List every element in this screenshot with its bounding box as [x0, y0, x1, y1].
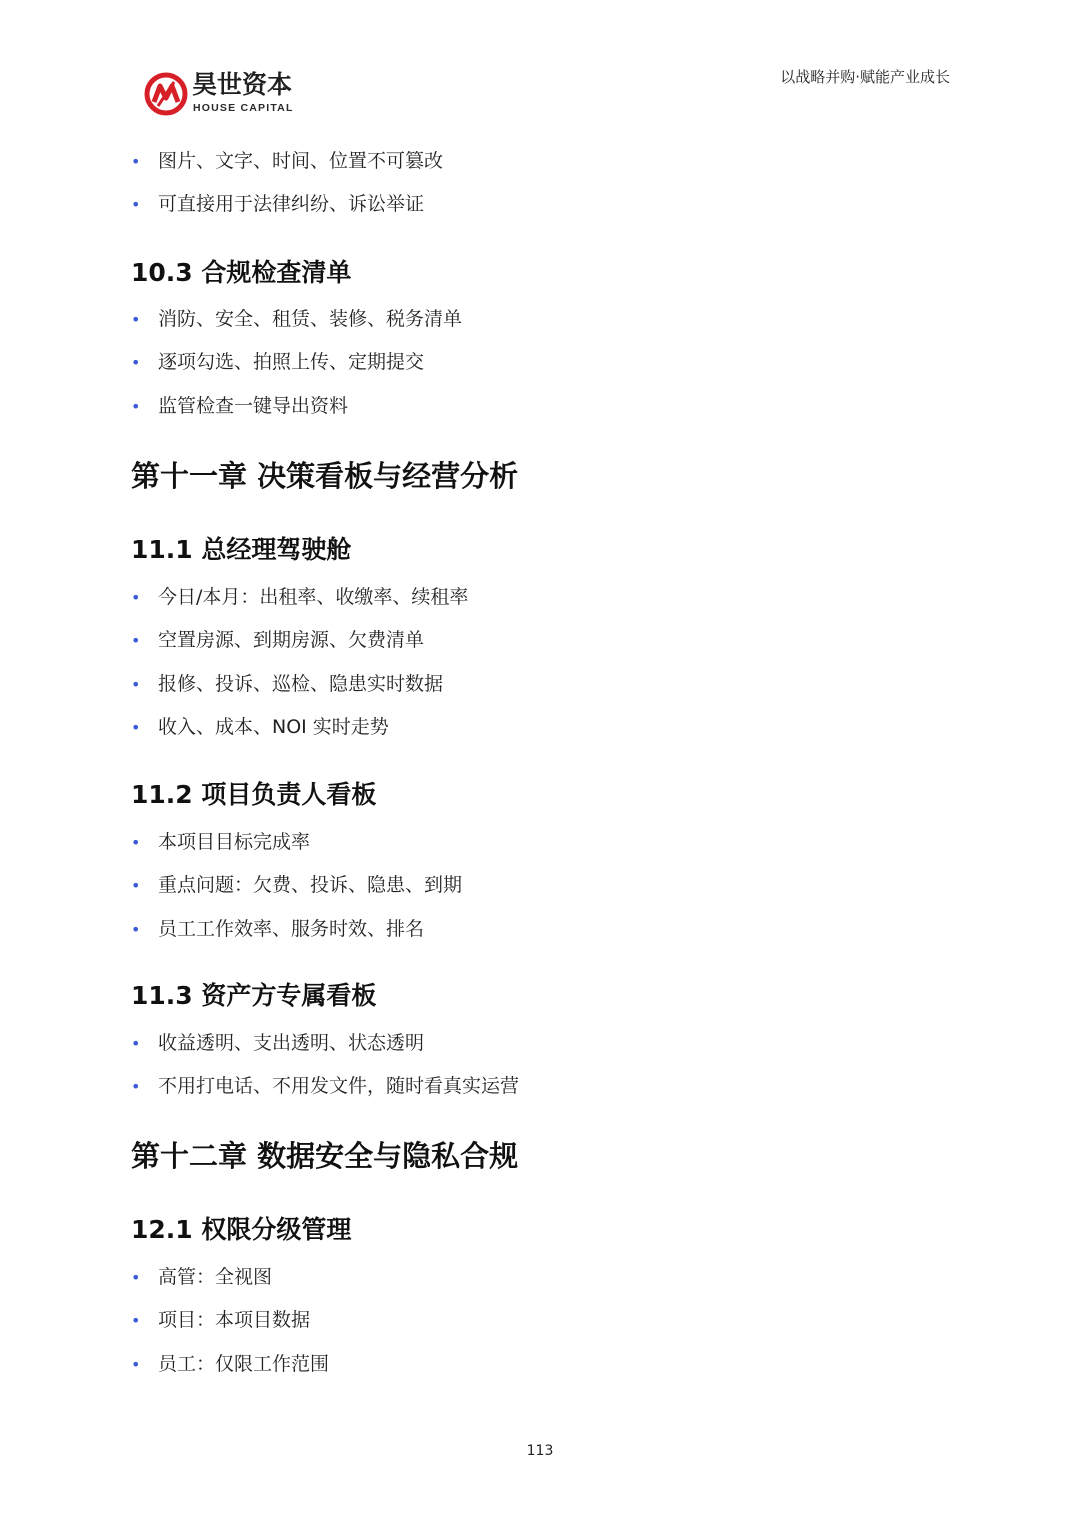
list-item: • 空置房源、到期房源、欠费清单 — [131, 619, 468, 662]
list-item: • 收入、成本、NOI 实时走势 — [131, 706, 468, 749]
bullet-icon: • — [131, 631, 141, 651]
list-item: • 员工工作效率、服务时效、排名 — [131, 908, 462, 951]
list-item: • 收益透明、支出透明、状态透明 — [131, 1022, 519, 1065]
house-capital-logo — [144, 70, 319, 120]
list-item: • 员工：仅限工作范围 — [131, 1343, 329, 1386]
bullet-icon: • — [131, 195, 141, 215]
section-heading-11-1: 11.1 总经理驾驶舱 — [131, 535, 352, 564]
bullet-icon: • — [131, 717, 141, 737]
bullet-icon: • — [131, 1268, 141, 1287]
section-heading-10-3: 10.3 合规检查清单 — [131, 258, 352, 287]
header-slogan: 以战略并购·赋能产业成长 — [780, 68, 950, 86]
section-11-3-bullets — [131, 1022, 519, 1109]
chapter-heading-12: 第十二章 数据安全与隐私合规 — [131, 1139, 519, 1173]
bullet-icon: • — [131, 1311, 141, 1331]
list-item: • 项目：本项目数据 — [131, 1299, 329, 1342]
list-item: • 可直接用于法律纠纷、诉讼举证 — [131, 183, 443, 226]
bullet-icon: • — [131, 919, 141, 939]
list-item: • 重点问题：欠费、投诉、隐患、到期 — [131, 864, 462, 907]
section-heading-11-3: 11.3 资产方专属看板 — [131, 981, 377, 1010]
bullet-icon: • — [131, 1034, 141, 1053]
bullet-icon: • — [131, 833, 141, 852]
page-header — [0, 0, 1080, 130]
list-item: • 图片、文字、时间、位置不可篡改 — [131, 140, 443, 183]
bullet-icon: • — [131, 152, 141, 171]
section-heading-11-2: 11.2 项目负责人看板 — [131, 780, 377, 809]
bullet-icon: • — [131, 588, 141, 607]
list-item: • 不用打电话、不用发文件，随时看真实运营 — [131, 1065, 519, 1108]
page-number: 113 — [526, 1443, 554, 1459]
list-item: • 逐项勾选、拍照上传、定期提交 — [131, 341, 462, 384]
list-item: • 监管检查一键导出资料 — [131, 385, 462, 428]
bullet-icon: • — [131, 396, 141, 416]
bullet-icon: • — [131, 674, 141, 694]
bullet-icon: • — [131, 310, 141, 329]
section-11-1-bullets — [131, 576, 468, 749]
list-item: • 消防、安全、租赁、装修、税务清单 — [131, 298, 462, 341]
logo-mark-icon — [144, 72, 188, 116]
intro-bullet-list — [131, 140, 443, 227]
section-heading-12-1: 12.1 权限分级管理 — [131, 1215, 352, 1244]
section-10-3-bullets — [131, 298, 462, 428]
logo-english-name: HOUSE CAPITAL — [193, 102, 294, 114]
list-item: • 报修、投诉、巡检、隐患实时数据 — [131, 663, 468, 706]
logo-chinese-name: 昊世资本 — [192, 70, 293, 99]
list-item: • 高管：全视图 — [131, 1256, 329, 1299]
section-12-1-bullets — [131, 1256, 329, 1386]
bullet-icon: • — [131, 876, 141, 896]
chapter-heading-11: 第十一章 决策看板与经营分析 — [131, 459, 519, 493]
bullet-icon: • — [131, 1354, 141, 1374]
list-item: • 本项目目标完成率 — [131, 821, 462, 864]
list-item: • 今日/本月：出租率、收缴率、续租率 — [131, 576, 468, 619]
section-11-2-bullets — [131, 821, 462, 951]
bullet-icon: • — [131, 353, 141, 373]
bullet-icon: • — [131, 1077, 141, 1097]
